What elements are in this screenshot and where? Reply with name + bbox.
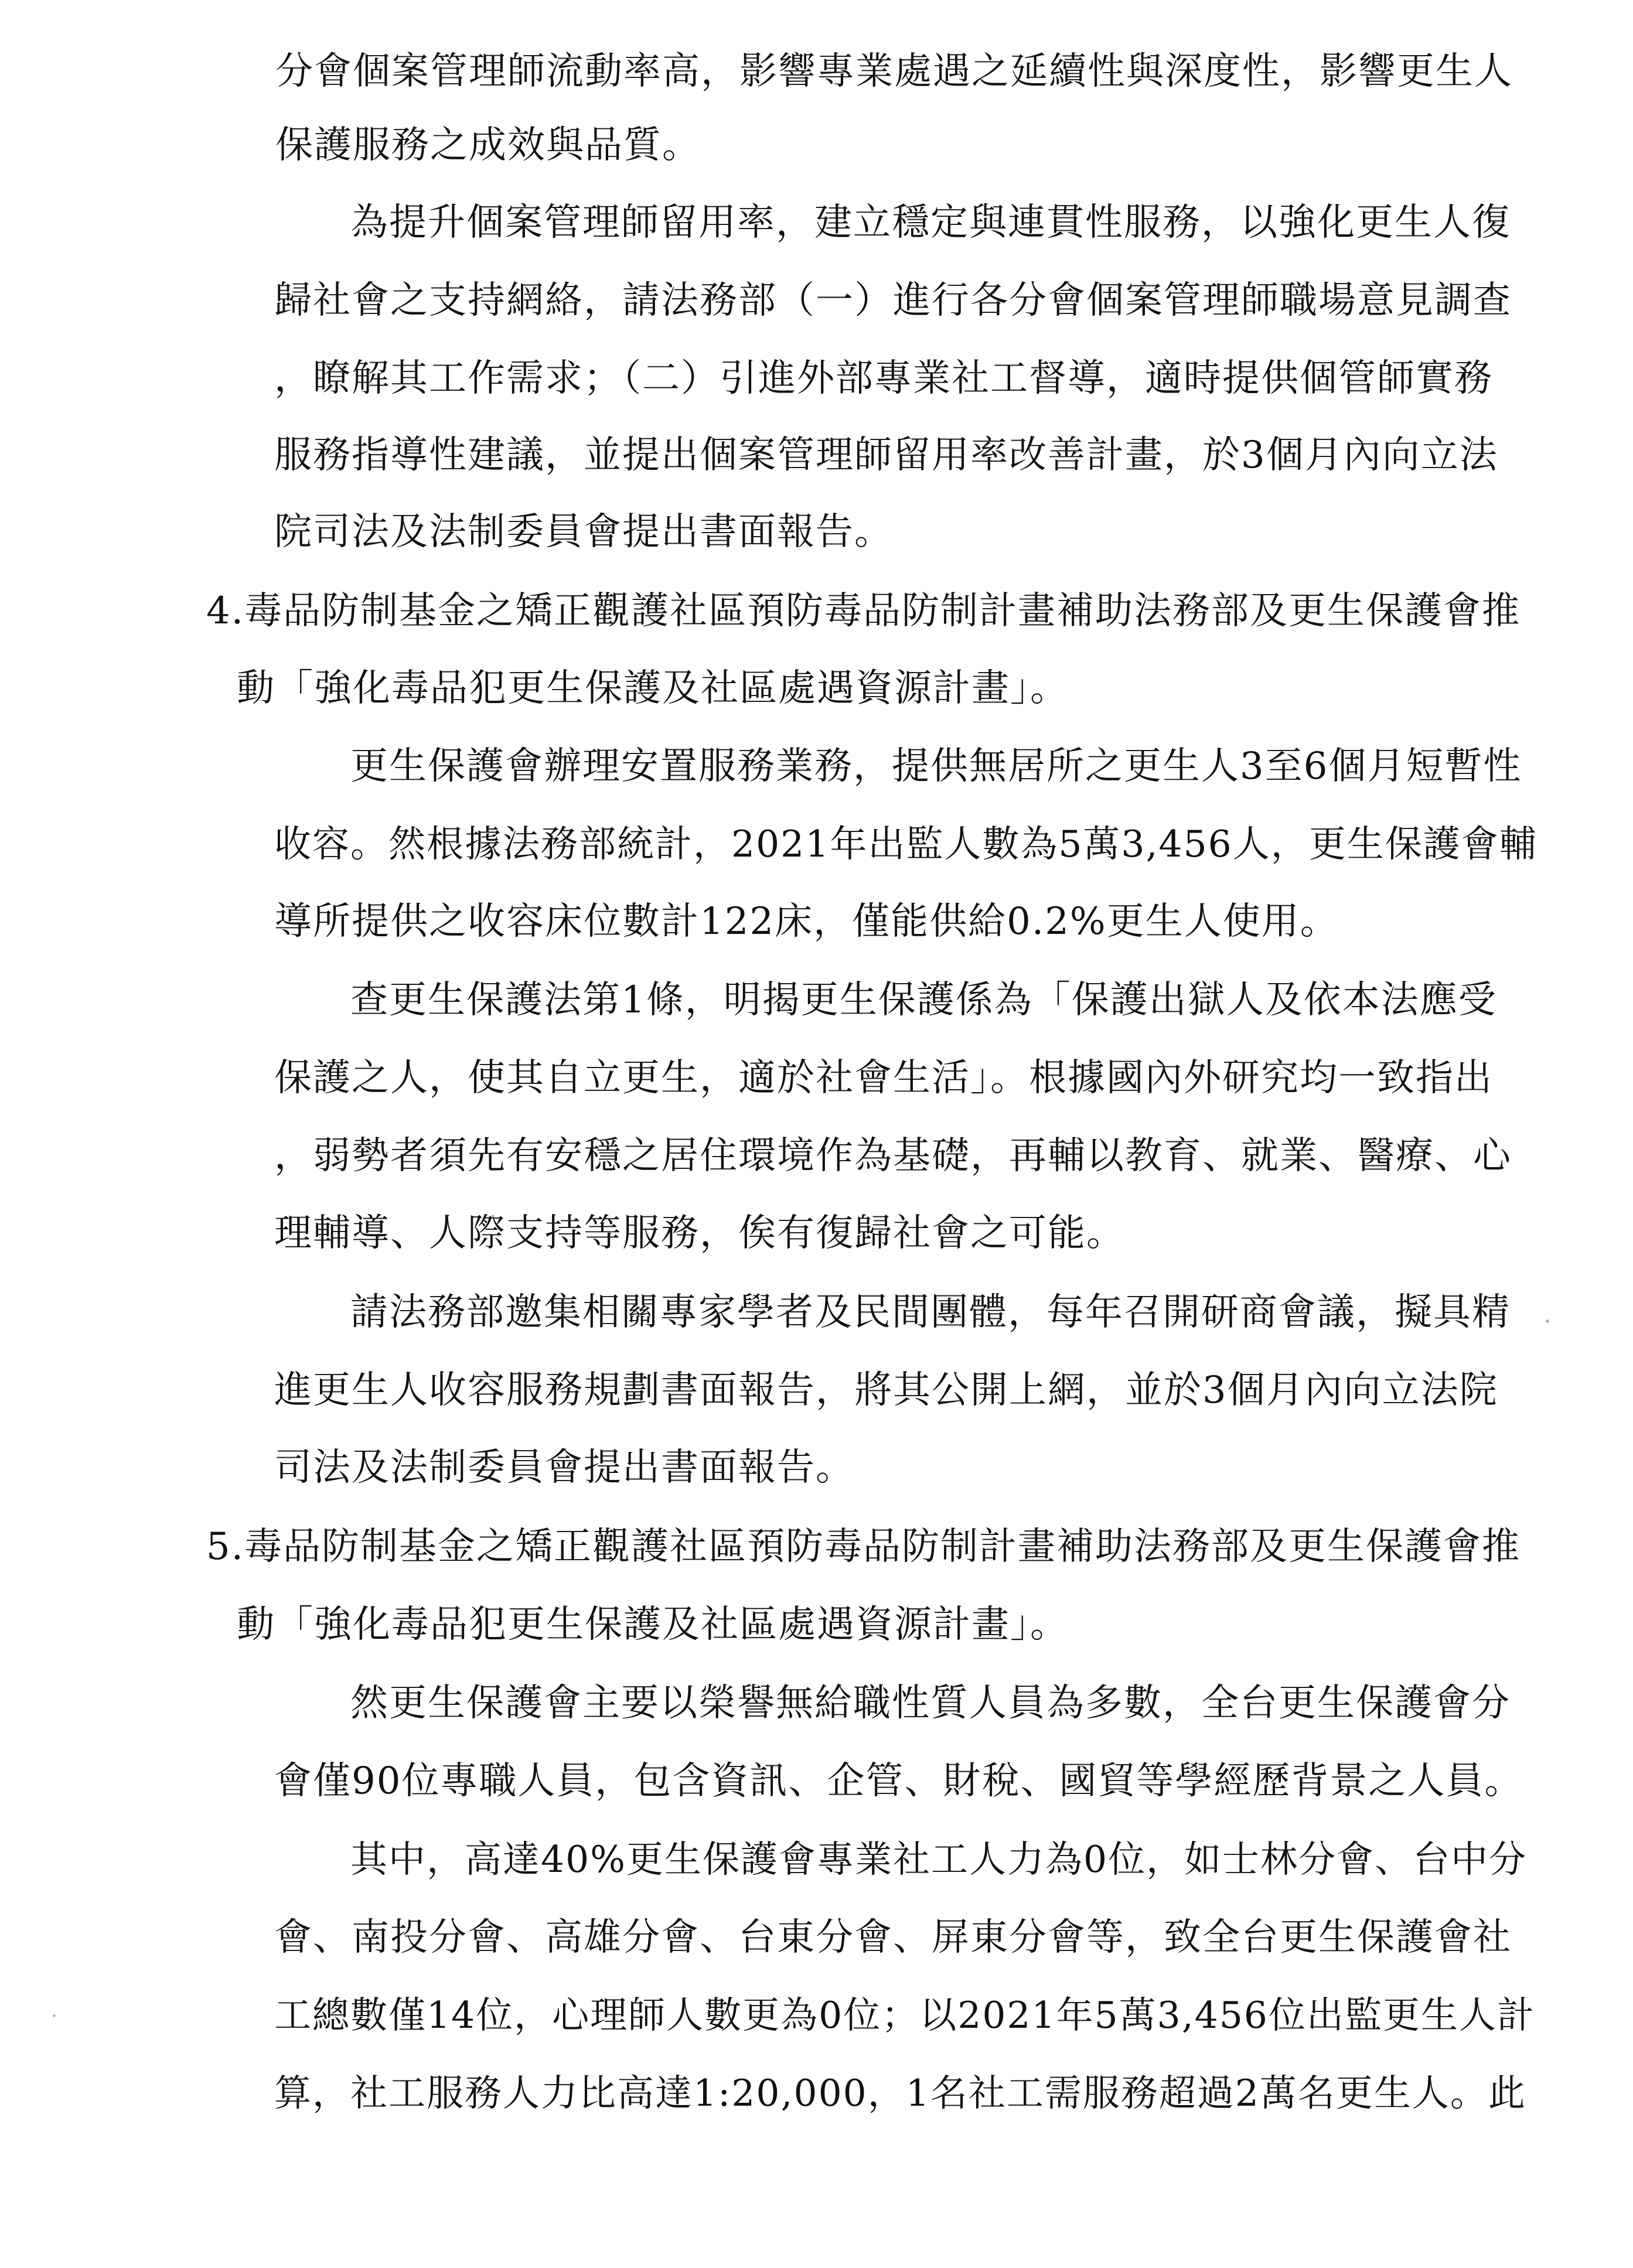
text-line: 請法務部邀集相關專家學者及民間團體，每年召開研商會議，擬具精 bbox=[350, 1291, 1511, 1334]
list-item-heading: 5.毒品防制基金之矯正觀護社區預防毒品防制計畫補助法務部及更生保護會推 bbox=[206, 1525, 1521, 1568]
scan-speck bbox=[53, 2014, 56, 2017]
text-line: 保護之人，使其自立更生，適於社會生活」。根據國內外研究均一致指出 bbox=[274, 1056, 1493, 1100]
text-line: 理輔導、人際支持等服務，俟有復歸社會之可能。 bbox=[274, 1212, 1125, 1255]
text-line: 工總數僅14位，心理師人數更為0位；以2021年5萬3,456位出監更生人計 bbox=[274, 1994, 1536, 2037]
text-line: 分會個案管理師流動率高，影響專業處遇之延續性與深度性，影響更生人 bbox=[275, 50, 1513, 93]
text-line: 然更生保護會主要以榮譽無給職性質人員為多數，全台更生保護會分 bbox=[350, 1682, 1511, 1725]
text-line: 導所提供之收容床位數計122床，僅能供給0.2%更生人使用。 bbox=[274, 900, 1339, 943]
text-line: 會、南投分會、高雄分會、台東分會、屏東分會等，致全台更生保護會社 bbox=[274, 1916, 1512, 1959]
text-line: 更生保護會辦理安置服務業務，提供無居所之更生人3至6個月短暫性 bbox=[350, 745, 1522, 788]
text-line: ，弱勢者須先有安穩之居住環境作為基礎，再輔以教育、就業、醫療、心 bbox=[274, 1134, 1512, 1178]
text-line: 算，社工服務人力比高達1:20,000，1名社工需服務超過2萬名更生人。此 bbox=[274, 2072, 1526, 2114]
text-line: 為提升個案管理師留用率，建立穩定與連貫性服務，以強化更生人復 bbox=[350, 201, 1511, 244]
list-item-heading: 4.毒品防制基金之矯正觀護社區預防毒品防制計畫補助法務部及更生保護會推 bbox=[206, 589, 1521, 633]
text-line: 其中，高達40%更生保護會專業社工人力為0位，如士林分會、台中分 bbox=[350, 1838, 1528, 1881]
text-line: 進更生人收容服務規劃書面報告，將其公開上網，並於3個月內向立法院 bbox=[274, 1369, 1498, 1412]
text-line: 保護服務之成效與品質。 bbox=[275, 124, 701, 167]
text-line: 收容。然根據法務部統計，2021年出監人數為5萬3,456人，更生保護會輔 bbox=[274, 823, 1537, 865]
text-line: 查更生保護法第1條，明揭更生保護係為「保護出獄人及依本法應受 bbox=[350, 978, 1497, 1022]
text-line: ，瞭解其工作需求；（二）引進外部專業社工督導，適時提供個管師實務 bbox=[274, 357, 1493, 400]
list-item-heading: 動「強化毒品犯更生保護及社區處遇資源計畫」。 bbox=[237, 667, 1069, 710]
list-item-heading: 動「強化毒品犯更生保護及社區處遇資源計畫」。 bbox=[237, 1603, 1069, 1646]
text-line: 司法及法制委員會提出書面報告。 bbox=[274, 1446, 854, 1489]
scan-speck bbox=[1546, 1319, 1549, 1323]
text-line: 院司法及法制委員會提出書面報告。 bbox=[274, 510, 893, 554]
text-line: 服務指導性建議，並提出個案管理師留用率改善計畫，於3個月內向立法 bbox=[274, 434, 1498, 477]
text-line: 歸社會之支持網絡，請法務部（一）進行各分會個案管理師職場意見調查 bbox=[274, 279, 1512, 322]
text-line: 會僅90位專職人員，包含資訊、企管、財稅、國貿等學經歷背景之人員。 bbox=[274, 1759, 1523, 1803]
